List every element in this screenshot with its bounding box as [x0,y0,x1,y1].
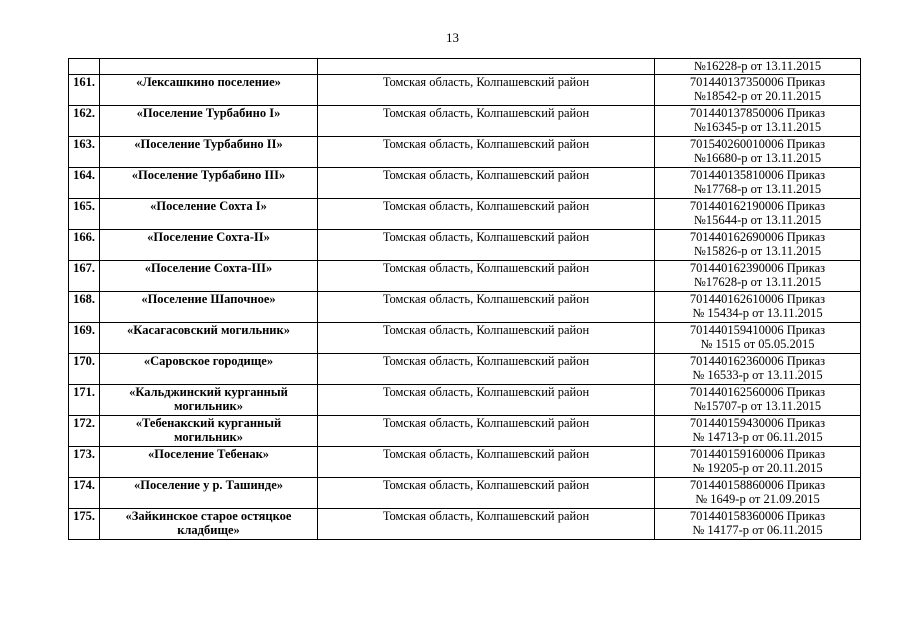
object-name-line: «Поселение у р. Ташинде» [133,477,284,492]
table-row [69,415,861,446]
object-name-line: могильник» [174,399,243,413]
registration-cell [655,167,861,198]
table-row [69,260,861,291]
registration-line: 701440158860006 Приказ [689,477,826,492]
registration-line: 701440137350006 Приказ [689,74,826,89]
table-row [69,167,861,198]
object-name-line: «Поселение Сохта I» [150,198,267,213]
location-cell: Томская область, Колпашевский район [318,415,655,446]
registration-line: 701440159410006 Приказ [689,322,826,337]
registration-cell [655,136,861,167]
object-name-line: «Поселение Турбабино II» [134,136,283,151]
registration-cell [655,322,861,353]
object-name-cell [100,415,318,446]
object-name-line: «Касагасовский могильник» [127,322,290,337]
location-cell: Томская область, Колпашевский район [318,167,655,198]
table-row [69,198,861,229]
object-name-line: «Зайкинское старое остяцкое [125,508,292,523]
table-row [69,384,861,415]
row-number-cell: 171. [69,384,100,415]
table-body [69,59,861,540]
registration-line: №16680-р от 13.11.2015 [693,151,822,165]
location-cell: Томская область, Колпашевский район [318,260,655,291]
row-number-cell: 162. [69,105,100,136]
object-name-cell [100,260,318,291]
registration-line: №15707-р от 13.11.2015 [693,399,822,413]
object-name-cell [100,105,318,136]
registration-line: 701440162610006 Приказ [689,291,826,306]
object-name-line: «Поселение Сохта-II» [147,229,270,244]
row-number-cell: 163. [69,136,100,167]
table-row-continuation [69,59,861,75]
registration-line: №17628-р от 13.11.2015 [693,275,822,289]
row-number-cell: 161. [69,74,100,105]
object-name-cell [100,291,318,322]
registration-line: 701440135810006 Приказ [689,167,826,182]
object-name-cell [100,167,318,198]
row-number-cell: 172. [69,415,100,446]
object-name-line: «Поселение Турбабино I» [136,105,281,120]
row-number-cell: 166. [69,229,100,260]
location-cell: Томская область, Колпашевский район [318,291,655,322]
row-number-cell: 175. [69,508,100,539]
row-number-cell: 174. [69,477,100,508]
registration-cell [655,353,861,384]
row-number-cell: 165. [69,198,100,229]
row-number-cell: 164. [69,167,100,198]
registration-line: 701440162190006 Приказ [689,198,826,213]
location-cell: Томская область, Колпашевский район [318,477,655,508]
registration-cell [655,105,861,136]
table-row [69,291,861,322]
table-row [69,136,861,167]
object-name-cell [100,136,318,167]
location-cell: Томская область, Колпашевский район [318,229,655,260]
registration-line: 701440137850006 Приказ [689,105,826,120]
registration-cell [655,446,861,477]
registration-line: 701440162560006 Приказ [689,384,826,399]
location-cell: Томская область, Колпашевский район [318,384,655,415]
registration-line: № 16533-р от 13.11.2015 [692,368,823,382]
registration-cell [655,74,861,105]
object-name-cell [100,384,318,415]
object-name-cell [100,229,318,260]
page-number: 13 [446,30,459,45]
location-cell: Томская область, Колпашевский район [318,74,655,105]
registration-line: 701540260010006 Приказ [689,136,826,151]
object-name-line: «Поселение Тебенак» [147,446,270,461]
registration-line: № 15434-р от 13.11.2015 [692,306,823,320]
row-number-cell: 170. [69,353,100,384]
row-number-cell: 168. [69,291,100,322]
location-cell: Томская область, Колпашевский район [318,508,655,539]
object-name-cell [100,74,318,105]
object-name-cell [100,59,318,75]
object-name-line: «Саровское городище» [143,353,274,368]
location-cell: Томская область, Колпашевский район [318,136,655,167]
registration-line: №17768-р от 13.11.2015 [693,182,822,196]
object-name-line: «Кальджинский курганный [129,384,288,399]
object-name-cell [100,322,318,353]
registration-line: 701440162360006 Приказ [689,353,826,368]
object-name-cell [100,446,318,477]
object-name-line: «Тебенакский курганный [135,415,282,430]
registration-line: №16228-р от 13.11.2015 [693,59,822,73]
object-name-line: могильник» [174,430,243,444]
object-name-cell [100,477,318,508]
location-cell: Томская область, Колпашевский район [318,353,655,384]
object-name-line: кладбище» [177,523,240,537]
table-row [69,322,861,353]
registration-line: 701440159430006 Приказ [689,415,826,430]
location-cell: Томская область, Колпашевский район [318,105,655,136]
table-row [69,105,861,136]
registration-cell [655,198,861,229]
registration-cell [655,477,861,508]
object-name-line: «Лексашкино поселение» [136,74,281,89]
registration-line: № 1649-р от 21.09.2015 [695,492,820,506]
row-number-cell: 169. [69,322,100,353]
row-number-cell [69,59,100,75]
registration-cell [655,260,861,291]
registration-cell [655,415,861,446]
object-name-line: «Поселение Шапочное» [141,291,276,306]
registration-line: 701440158360006 Приказ [689,508,826,523]
object-name-line: «Поселение Турбабино III» [131,167,286,182]
registration-line: №15826-р от 13.11.2015 [693,244,822,258]
table-row [69,477,861,508]
table-row [69,229,861,260]
location-cell: Томская область, Колпашевский район [318,446,655,477]
object-name-line: «Поселение Сохта-III» [144,260,273,275]
registration-line: 701440159160006 Приказ [689,446,826,461]
table-row [69,353,861,384]
registration-line: №16345-р от 13.11.2015 [693,120,822,134]
object-name-cell [100,198,318,229]
location-cell: Томская область, Колпашевский район [318,198,655,229]
registration-cell [655,291,861,322]
registration-cell [655,229,861,260]
registration-cell [655,59,861,75]
row-number-cell: 167. [69,260,100,291]
registration-line: № 14713-р от 06.11.2015 [692,430,823,444]
registration-line: №18542-р от 20.11.2015 [693,89,822,103]
table-row [69,508,861,539]
registration-line: №15644-р от 13.11.2015 [693,213,822,227]
table-row [69,74,861,105]
object-name-cell [100,508,318,539]
registration-cell [655,384,861,415]
table-row [69,446,861,477]
registration-cell [655,508,861,539]
registration-line: № 1515 от 05.05.2015 [700,337,815,351]
registration-line: 701440162690006 Приказ [689,229,826,244]
registration-line: № 14177-р от 06.11.2015 [692,523,823,537]
registration-line: № 19205-р от 20.11.2015 [692,461,823,475]
registration-line: 701440162390006 Приказ [689,260,826,275]
row-number-cell: 173. [69,446,100,477]
heritage-registry-table [68,58,861,540]
location-cell [318,59,655,75]
location-cell: Томская область, Колпашевский район [318,322,655,353]
object-name-cell [100,353,318,384]
